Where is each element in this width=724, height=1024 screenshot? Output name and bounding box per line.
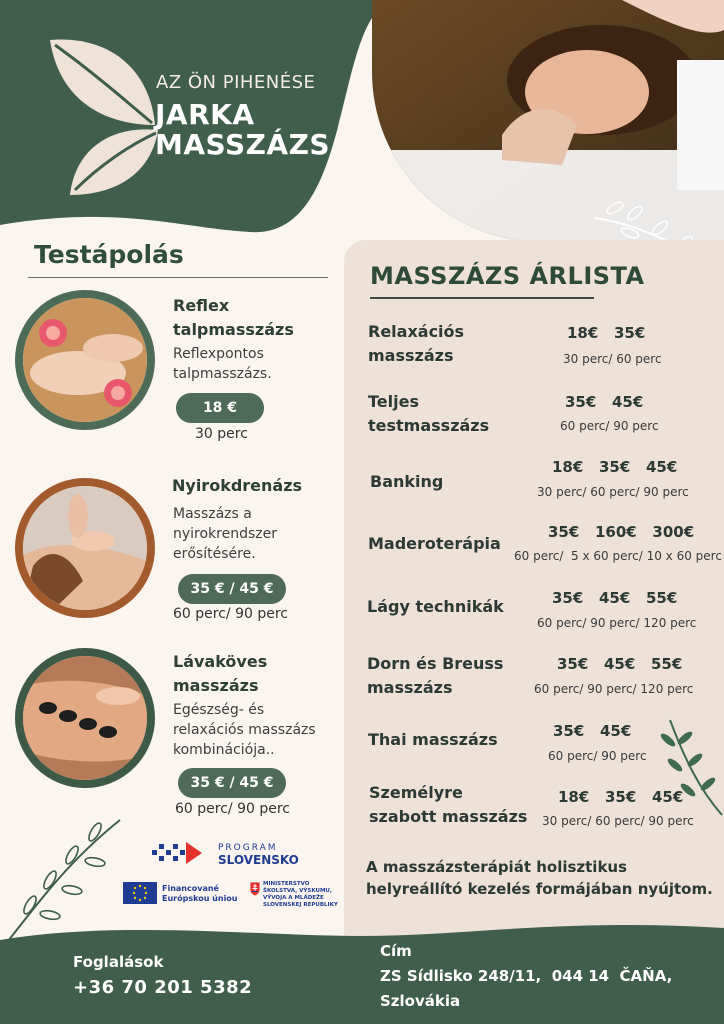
price-item-full-body-durations: 60 perc/ 90 perc xyxy=(560,419,659,433)
service-lymph-name: Nyirokdrenázs xyxy=(172,476,303,495)
booking-label: Foglalások xyxy=(73,953,164,971)
service-reflex-name-line2: talpmasszázs xyxy=(173,320,294,339)
slovensko-label: SLOVENSKO xyxy=(218,853,299,867)
service-lava-duration: 60 perc/ 90 perc xyxy=(175,801,290,817)
service-lava-desc-line3: kombinációja.. xyxy=(173,742,275,758)
service-lymph-price: 35 € / 45 € xyxy=(178,574,286,604)
price-item-soft-name: Lágy technikák xyxy=(367,597,504,616)
service-reflex-name xyxy=(173,294,294,342)
price-item-banking-name: Banking xyxy=(370,472,444,491)
service-lava-desc xyxy=(173,700,316,760)
section-heading: Testápolás xyxy=(34,240,184,269)
price-list-note-line1: A masszázsterápiát holisztikus xyxy=(366,858,628,876)
hot-stone-photo xyxy=(15,648,155,788)
service-lava-desc-line2: relaxációs masszázs xyxy=(173,722,316,738)
price-item-madero-prices: 35€ 160€ 300€ xyxy=(548,523,695,541)
price-item-custom-prices: 18€ 35€ 45€ xyxy=(558,788,684,806)
address-text: ZS Sídlisko 248/11, 044 14 ČAŇA, Szlovákia xyxy=(380,967,673,1010)
eu-funding-line1: Financované xyxy=(162,884,219,893)
slovak-coat-of-arms-icon xyxy=(249,881,261,897)
price-item-dorn-prices: 35€ 45€ 55€ xyxy=(557,655,683,673)
address-label: Cím xyxy=(380,942,412,960)
service-lava-name xyxy=(173,650,267,698)
reflexology-photo xyxy=(15,290,155,430)
price-list-divider xyxy=(370,297,594,299)
price-item-full-body-prices: 35€ 45€ xyxy=(565,393,644,411)
service-lava-desc-line1: Egészség- és xyxy=(173,702,265,718)
price-item-thai-name: Thai masszázs xyxy=(368,730,498,749)
price-item-relax-name xyxy=(368,320,464,368)
program-slovensko-mark-icon xyxy=(150,840,214,868)
ministry-line1: MINISTERSTVO xyxy=(263,881,310,887)
ministry-line2: ŠKOLSTVA, VÝSKUMU, xyxy=(263,888,332,894)
program-label: PROGRAM xyxy=(218,843,278,853)
section-divider xyxy=(28,277,328,278)
price-item-soft-durations: 60 perc/ 90 perc/ 120 perc xyxy=(537,616,697,630)
lymphatic-drainage-photo xyxy=(15,478,155,618)
brand-title-line2: MASSZÁZS xyxy=(155,128,331,161)
price-item-banking-durations: 30 perc/ 60 perc/ 90 perc xyxy=(537,485,689,499)
service-reflex-desc xyxy=(173,344,272,384)
program-slovensko-logo xyxy=(150,840,299,868)
price-item-dorn-name-line1: Dorn és Breuss xyxy=(367,654,504,673)
service-lymph-desc xyxy=(173,504,277,564)
price-item-thai-prices: 35€ 45€ xyxy=(553,722,632,740)
price-item-relax-durations: 30 perc/ 60 perc xyxy=(563,352,662,366)
price-item-madero-durations: 60 perc/ 5 x 60 perc/ 10 x 60 perc xyxy=(514,549,722,563)
service-reflex-desc-line1: Reflexpontos xyxy=(173,346,264,362)
price-item-full-body-name-line1: Teljes xyxy=(368,392,419,411)
service-reflex-name-line1: Reflex xyxy=(173,296,230,315)
price-item-banking-prices: 18€ 35€ 45€ xyxy=(552,458,678,476)
price-item-full-body-name xyxy=(368,390,489,438)
price-item-dorn-name-line2: masszázs xyxy=(367,678,453,697)
price-item-relax-prices: 18€ 35€ xyxy=(567,324,646,342)
service-reflex-duration: 30 perc xyxy=(195,426,248,442)
service-lymph-duration: 60 perc/ 90 perc xyxy=(173,606,288,622)
price-item-custom-name xyxy=(369,781,527,829)
price-item-full-body-name-line2: testmasszázs xyxy=(368,416,490,435)
price-item-madero-name: Maderoterápia xyxy=(368,534,501,553)
service-lava-name-line1: Lávaköves xyxy=(173,652,268,671)
service-lymph-desc-line2: nyirokrendszer xyxy=(173,526,278,542)
service-lava-price: 35 € / 45 € xyxy=(178,768,286,798)
price-item-relax-name-line1: Relaxációs xyxy=(368,322,465,341)
service-reflex-desc-line2: talpmasszázs. xyxy=(173,366,272,382)
eu-funding-line2: Európskou úniou xyxy=(162,894,238,903)
leaf-logo-icon xyxy=(40,30,160,200)
brand-title-line1: JARKA xyxy=(155,98,255,131)
price-list-note xyxy=(366,856,713,900)
price-item-custom-name-line1: Személyre xyxy=(369,783,463,802)
ministry-line4: SLOVENSKEJ REPUBLIKY xyxy=(263,902,338,908)
service-lymph-desc-line3: erősítésére. xyxy=(173,546,256,562)
service-lava-name-line2: masszázs xyxy=(173,676,259,695)
brand-title xyxy=(155,100,330,160)
header-subtitle: AZ ÖN PIHENÉSE xyxy=(156,72,316,93)
price-list-note-line2: helyreállító kezelés formájában nyújtom. xyxy=(366,880,713,898)
ministry-line3: VÝVOJA A MLÁDEŽE xyxy=(263,895,324,901)
fern-decoration-right-icon xyxy=(650,710,724,820)
booking-phone[interactable]: +36 70 201 5382 xyxy=(73,977,253,998)
price-item-dorn-durations: 60 perc/ 90 perc/ 120 perc xyxy=(534,682,694,696)
price-item-soft-prices: 35€ 45€ 55€ xyxy=(552,589,678,607)
price-item-thai-durations: 60 perc/ 90 perc xyxy=(548,749,647,763)
price-item-relax-name-line2: masszázs xyxy=(368,346,454,365)
price-item-dorn-name xyxy=(367,652,503,700)
service-reflex-price: 18 € xyxy=(176,393,264,423)
service-lymph-desc-line1: Masszázs a xyxy=(173,506,252,522)
price-list-title: MASSZÁZS ÁRLISTA xyxy=(370,262,645,290)
price-item-custom-name-line2: szabott masszázs xyxy=(369,807,528,826)
price-item-custom-durations: 30 perc/ 60 perc/ 90 perc xyxy=(542,814,694,828)
